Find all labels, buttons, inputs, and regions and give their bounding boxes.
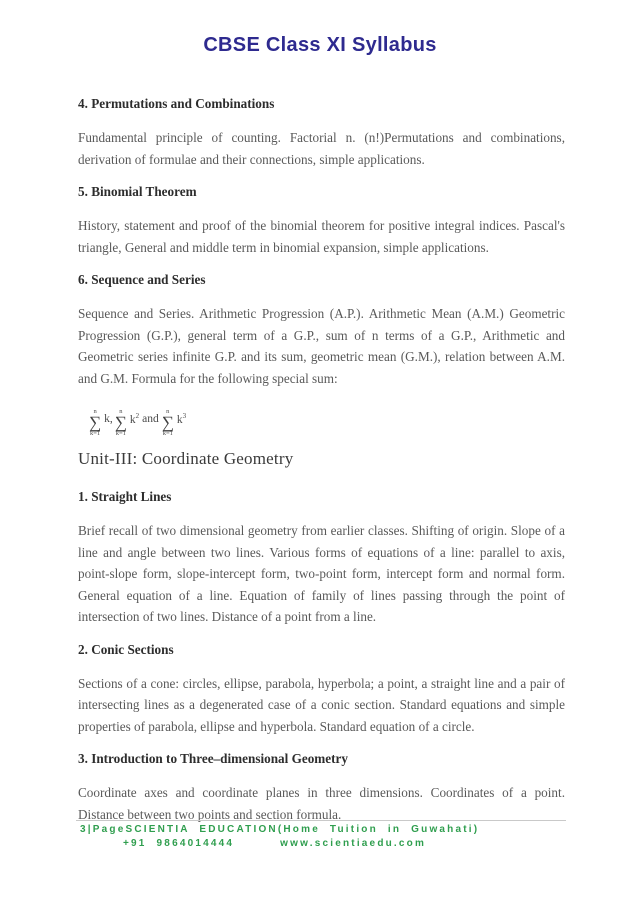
section-paragraph-three-dimensional: Coordinate axes and coordinate planes in three dimensions. Coordinates of a point. Distance between two points and section formula. [78, 785, 565, 822]
page-footer [0, 820, 640, 849]
section-heading-three-dimensional: 3. Introduction to Three–dimensional Geometry [78, 751, 348, 766]
footer-contact-row [123, 838, 640, 849]
sum-lower-limit: k=1 [115, 429, 126, 437]
term-exponent: 3 [182, 412, 187, 421]
sum-upper-limit: n [166, 407, 170, 415]
section-heading-conic: 2. Conic Sections [78, 641, 174, 657]
sigma-icon: ∑ [114, 412, 127, 432]
sum-lower-limit: k=1 [162, 429, 173, 437]
section-heading-sequence: 6. Sequence and Series [78, 272, 206, 287]
section-paragraph-straight-lines: Brief recall of two dimensional geometry from earlier classes. Shifting of origin. Slope of a line and angle between two lines. Various forms of equations of a line: parallel to axis, point-slope form, slope-intercept form, two-point form, intercept form and normal form. General equation of a line. Equation of family of lines passing through the point of intersection of two lines. Distance of a point from a line. [78, 523, 565, 624]
sigma-icon: ∑ [161, 412, 174, 432]
formula-connector: and [142, 413, 159, 425]
section-paragraph-sequence: Sequence and Series. Arithmetic Progression (A.P.). Arithmetic Mean (A.M.) Geometric Progression (G.P.), general term of a G.P., sum of n terms of a G.P., Arithmetic and Geometric series infinite G.P. and its sum, geometric mean (G.M.), relation between A.M. and G.M. Formula for the following special sum: [78, 306, 565, 386]
content-area [78, 96, 565, 825]
footer-phone: +91 9864014444 [123, 838, 235, 849]
footer-page-brand: 3|PageSCIENTIA EDUCATION(Home Tuition in Guwahati) [80, 824, 480, 835]
sigma-sum-3 [162, 408, 174, 437]
sum-upper-limit: n [93, 407, 97, 415]
section-paragraph-binomial: History, statement and proof of the binomial theorem for positive integral indices. Pascal's triangle, General and middle term in binomial expansion, simple applications. [78, 218, 565, 255]
page-title: CBSE Class XI Syllabus [203, 34, 437, 56]
sum-lower-limit: k=1 [89, 429, 101, 437]
unit-heading-coordinate-geometry: Unit-III: Coordinate Geometry [78, 449, 294, 468]
footer-divider [76, 820, 566, 821]
sigma-icon: ∑ [89, 412, 102, 432]
formula-term-k-cubed [177, 412, 186, 426]
section-paragraph-permutations: Fundamental principle of counting. Factorial n. (n!)Permutations and combinations, derivation of formulae and their connections, simple applications. [78, 130, 565, 167]
formula-term-k-squared [130, 412, 139, 426]
sum-upper-limit: n [119, 407, 123, 415]
term-base: k [129, 413, 136, 426]
section-heading-binomial: 5. Binomial Theorem [78, 184, 197, 199]
term-base: k [176, 413, 183, 426]
sigma-sum-1 [89, 408, 101, 437]
sigma-sum-2 [115, 408, 127, 437]
section-heading-straight-lines: 1. Straight Lines [78, 489, 172, 504]
term-exponent: 2 [135, 412, 140, 421]
section-heading-permutations: 4. Permutations and Combinations [78, 96, 275, 111]
summation-formula [88, 403, 565, 441]
section-paragraph-conic: Sections of a cone: circles, ellipse, parabola, hyperbola; a point, a straight line and a pair of intersecting lines as a degenerated case of a conic section. Standard equations and simple properties of parabola, ellipse and hyperbola. Standard equation of a circle. [78, 675, 565, 734]
footer-website: www.scientiaedu.com [280, 838, 427, 849]
formula-term-k: k, [104, 413, 113, 425]
